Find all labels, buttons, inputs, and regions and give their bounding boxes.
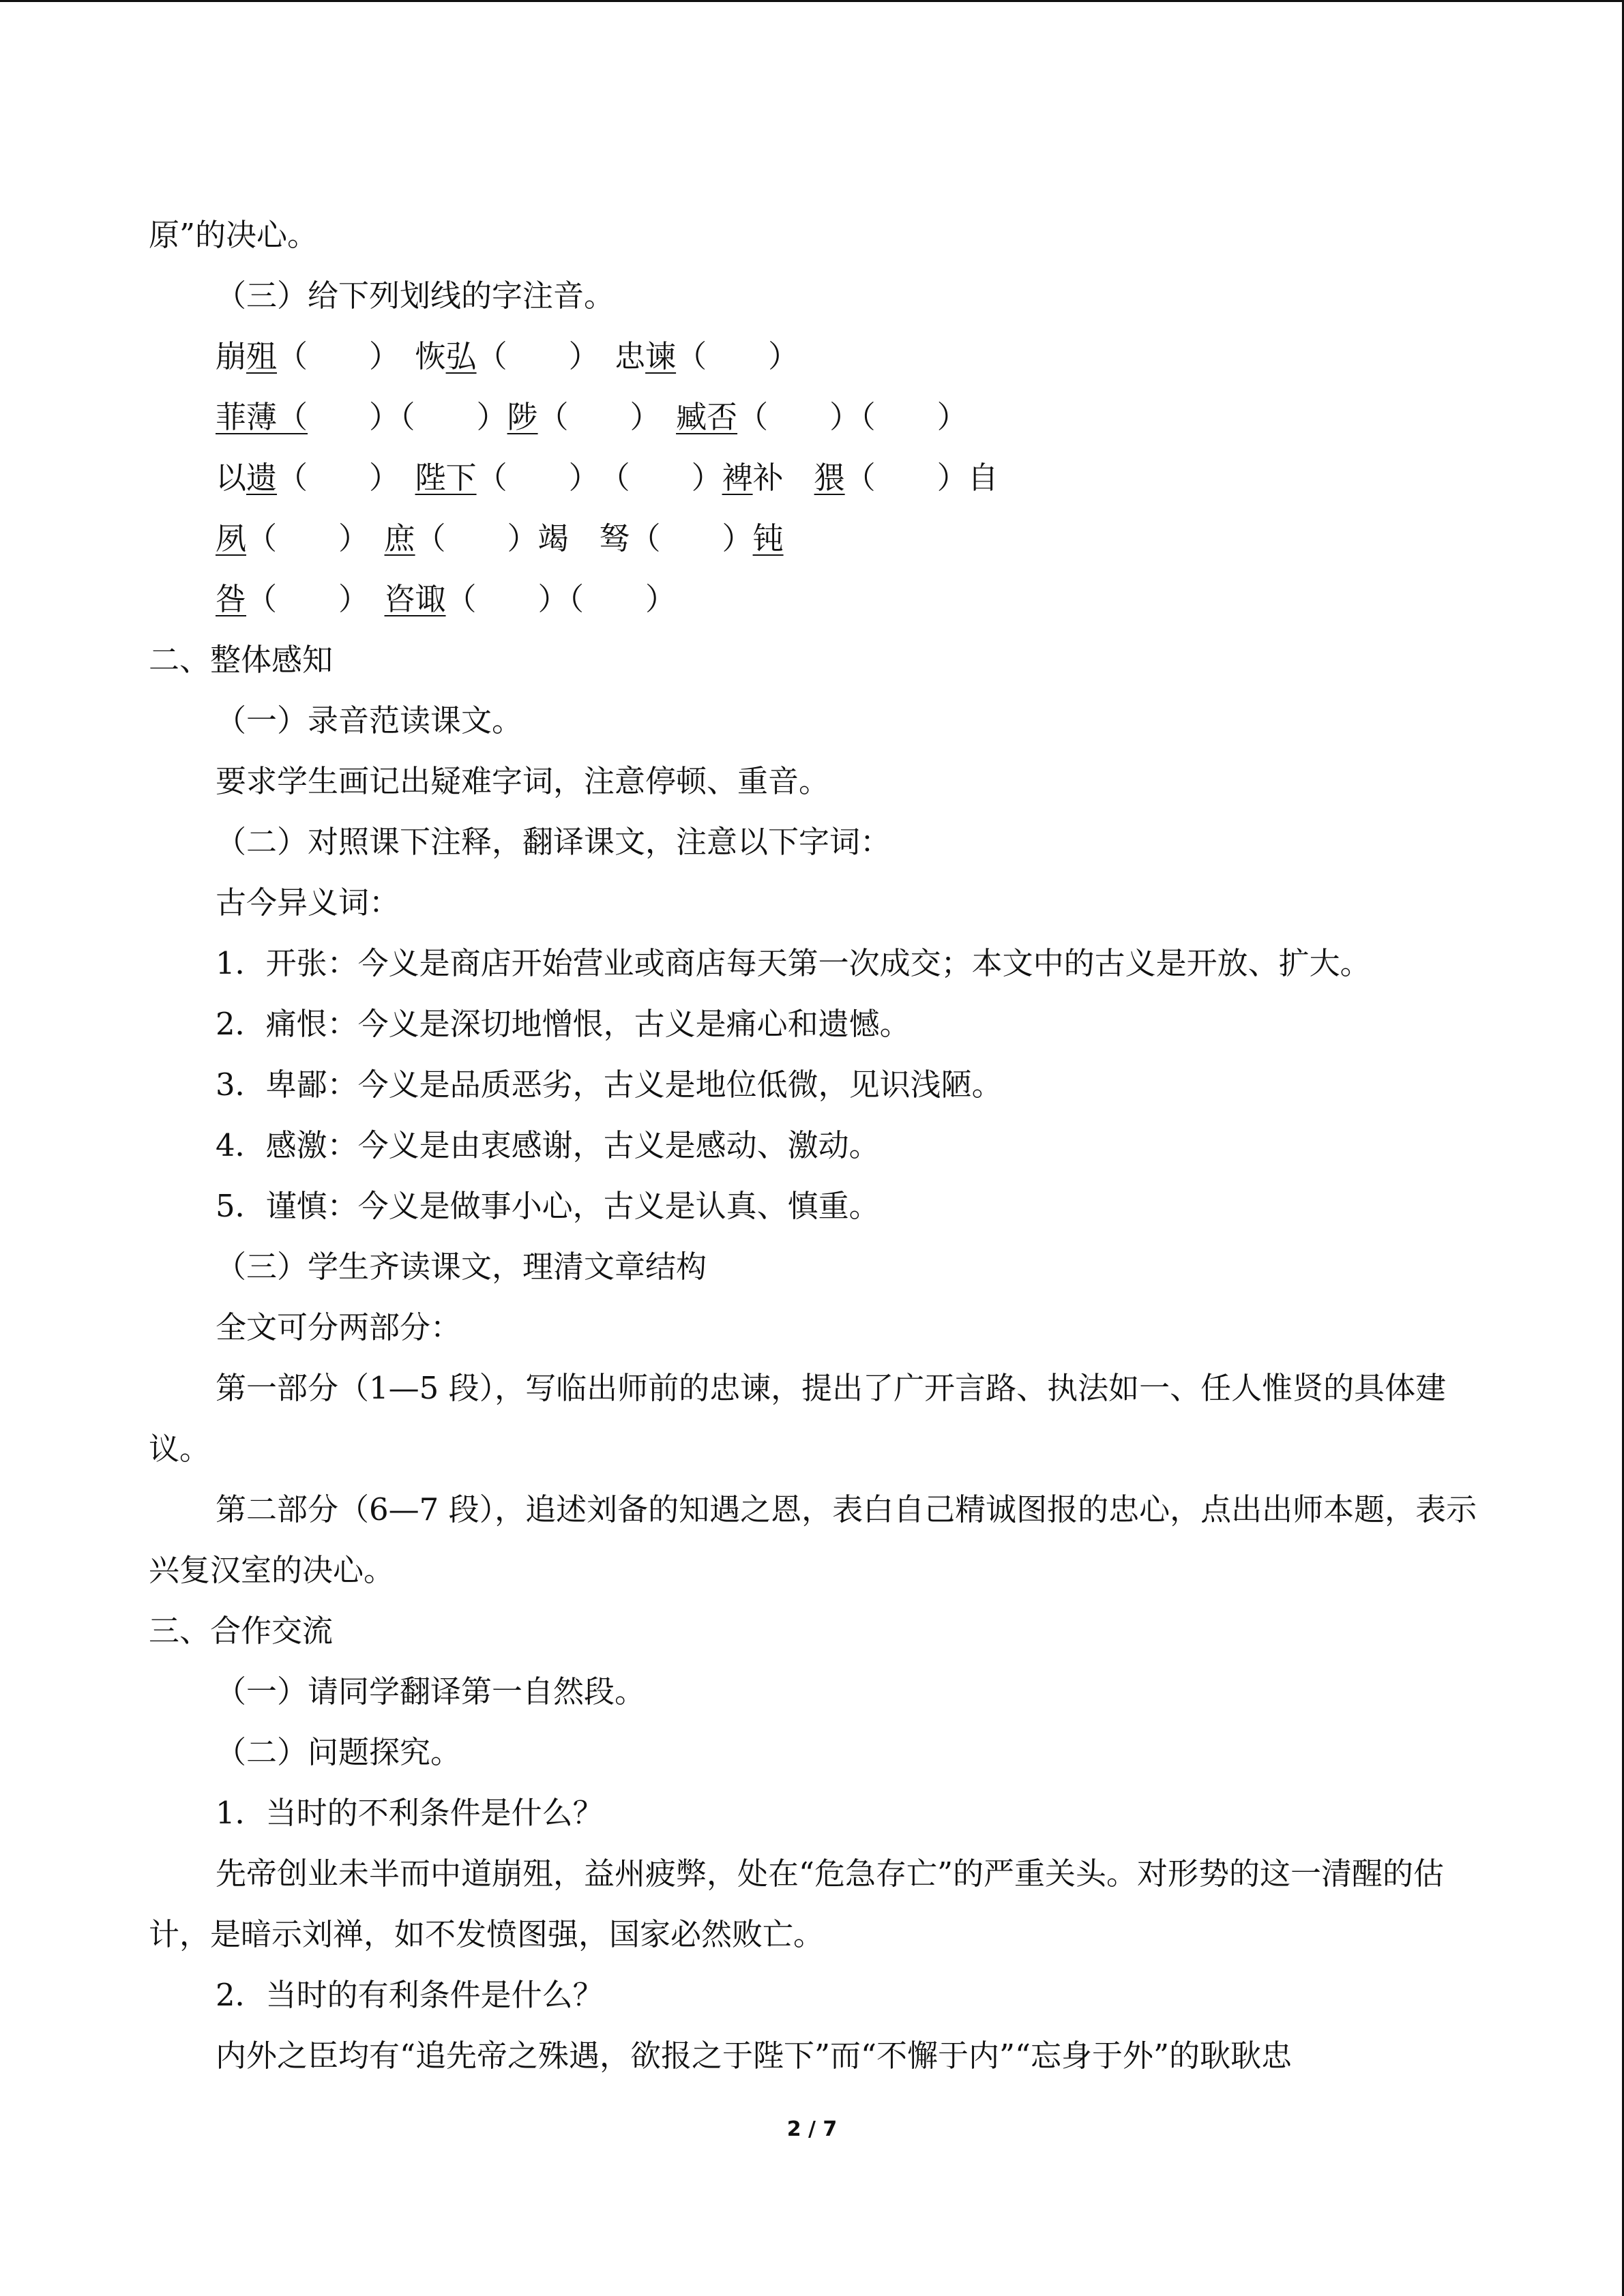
underlined-char: 猥 <box>814 460 845 496</box>
blank: （ ）竭 驽（ ） <box>415 520 753 556</box>
word-item: 5．谨慎：今义是做事小心，古义是认真、慎重。 <box>216 1188 880 1224</box>
section-2-item-1: （一）录音范读课文。 <box>216 702 523 739</box>
pinyin-row-4 <box>149 508 1486 569</box>
section-3-item-2: （二）问题探究。 <box>216 1734 462 1770</box>
text: 补 <box>752 460 814 496</box>
section-2-subtitle: 古今异义词： <box>216 884 400 921</box>
underlined-word: 咨诹 <box>384 581 446 617</box>
pinyin-row-2 <box>149 387 1486 447</box>
pinyin-row-5 <box>149 569 1486 629</box>
structure-part-1: 第一部分（1—5 段），写临出师前的忠谏，提出了广开言路、执法如一、任人惟贤的具体建议。 <box>149 1370 1447 1467</box>
blank: （ ） 忠 <box>476 338 646 374</box>
blank: （ ） <box>246 581 385 617</box>
section-2-title: 二、整体感知 <box>149 642 334 678</box>
continuation-line: 原”的决心。 <box>149 217 319 253</box>
blank: （ ） 恢 <box>277 338 446 374</box>
blank: （ ） <box>537 399 677 435</box>
underlined-char: 裨 <box>722 460 753 496</box>
blank: （ ） <box>676 338 799 374</box>
blank: ）（ ） <box>308 399 507 435</box>
pinyin-row-3 <box>149 447 1486 508</box>
page-number: 2 / 7 <box>786 2117 838 2141</box>
section-3-item-1: （一）请同学翻译第一自然段。 <box>216 1673 646 1710</box>
underlined-char: 夙 <box>216 520 247 556</box>
section-2-item-3: （三）学生齐读课文，理清文章结构 <box>216 1249 707 1285</box>
blank: （ ）（ ） <box>737 399 968 435</box>
question-2: 2．当时的有利条件是什么？ <box>216 1977 604 2013</box>
blank: （ ）（ ） <box>445 581 677 617</box>
underlined-word: 陛下 <box>415 460 477 496</box>
structure-part-2: 第二部分（6—7 段），追述刘备的知遇之恩，表白自己精诚图报的忠心，点出出师本题，表示兴复汉室的决心。 <box>149 1491 1477 1588</box>
pinyin-row-1 <box>149 326 1486 387</box>
blank: （ ） （ ） <box>476 460 722 496</box>
section-2-item-2: （二）对照课下注释，翻译课文，注意以下字词： <box>216 824 891 860</box>
underlined-char: 弘 <box>445 338 477 374</box>
text: 崩 <box>216 338 247 374</box>
pinyin-heading: （三）给下列划线的字注音。 <box>216 278 615 314</box>
word-item: 3．卑鄙：今义是品质恶劣，古义是地位低微，见识浅陋。 <box>216 1067 1003 1103</box>
underlined-char: 谏 <box>645 338 677 374</box>
section-2-requirement: 要求学生画记出疑难字词，注意停顿、重音。 <box>216 763 830 799</box>
word-item: 2．痛恨：今义是深切地憎恨，古义是痛心和遗憾。 <box>216 1006 911 1042</box>
underlined-char: 庶 <box>384 520 415 556</box>
question-1: 1．当时的不利条件是什么？ <box>216 1795 604 1831</box>
blank: （ ） <box>277 460 415 496</box>
underlined-char: 遗 <box>246 460 278 496</box>
underlined-char: 咎 <box>216 581 247 617</box>
answer-1: 先帝创业未半而中道崩殂，益州疲弊，处在“危急存亡”的严重关头。对形势的这一清醒的估计，是暗示刘禅，如不发愤图强，国家必然败亡。 <box>149 1855 1445 1952</box>
section-3-title: 三、合作交流 <box>149 1613 334 1649</box>
blank: （ ） <box>246 520 385 556</box>
underlined-char: 陟 <box>507 399 538 435</box>
underlined-word: 臧否 <box>676 399 738 435</box>
underlined-word: 菲薄（ <box>216 399 308 435</box>
structure-intro: 全文可分两部分： <box>216 1309 462 1345</box>
page-top-border <box>0 0 1624 2</box>
document-page <box>149 205 1486 2086</box>
underlined-char: 殂 <box>246 338 278 374</box>
word-item: 4．感激：今义是由衷感谢，古义是感动、激动。 <box>216 1127 880 1163</box>
text: 以 <box>216 460 247 496</box>
answer-2: 内外之臣均有“追先帝之殊遇，欲报之于陛下”而“不懈于内”“忘身于外”的耿耿忠 <box>216 2038 1293 2074</box>
blank: （ ）自 <box>844 460 999 496</box>
word-item: 1．开张：今义是商店开始营业或商店每天第一次成交；本文中的古义是开放、扩大。 <box>216 945 1371 981</box>
underlined-char: 钝 <box>752 520 784 556</box>
